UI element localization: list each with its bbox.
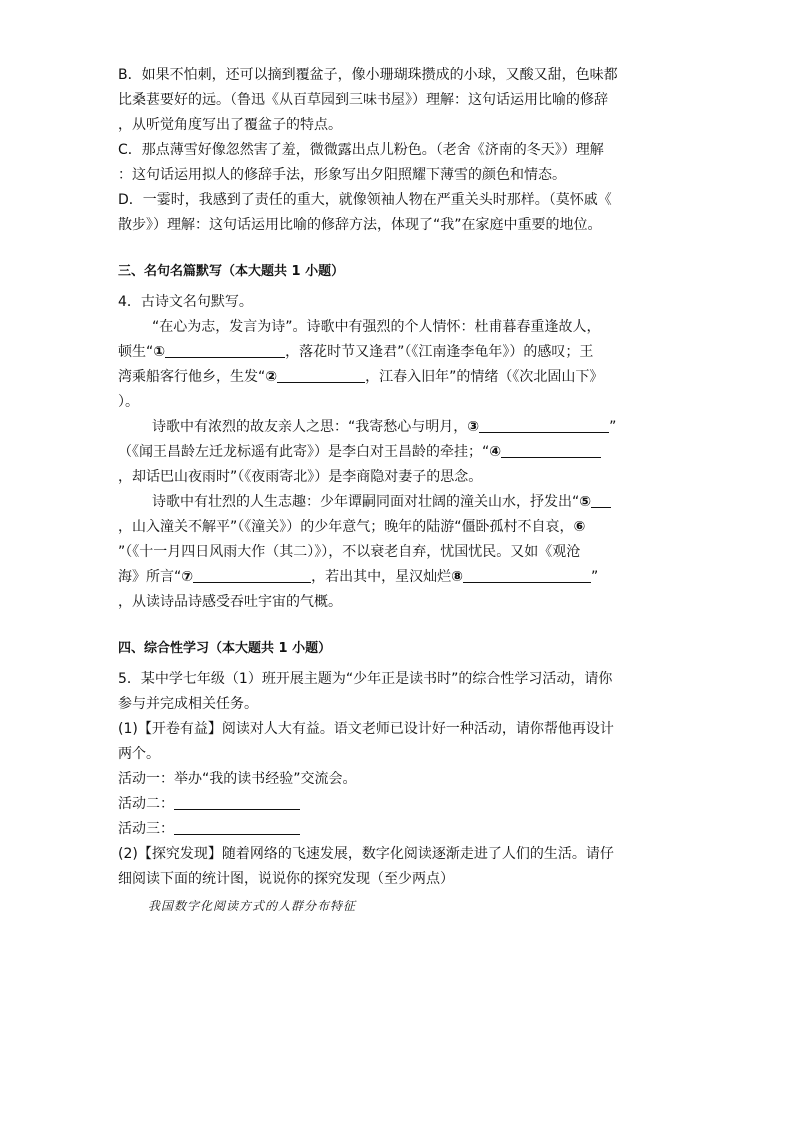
option-d-line-2: 散步》）理解：这句话运用比喻的修辞方法，体现了“我”在家庭中重要的地位。 [118, 217, 602, 233]
q4-para3-line-5: ，从读诗品诗感受吞吐宇宙的气概。 [118, 594, 342, 610]
q4-text: ，山入潼关不解平”（《潼关》）的少年意气；晚年的陆游“僵卧孤村不自哀， [118, 519, 574, 535]
activity-3-row [118, 817, 678, 842]
document-page [118, 63, 678, 916]
blank-marker-8: ⑧ [451, 569, 463, 585]
q4-para1-line-4: ）。 [118, 394, 139, 410]
answer-blank-5[interactable] [591, 492, 611, 508]
q4-text: ，江春入旧年”的情绪（《次北固山下》 [365, 369, 604, 385]
q4-text: ” [609, 419, 617, 435]
q4-para3-line-1 [118, 490, 678, 515]
q4-para2-line-3: ，却话巴山夜雨时”（《夜雨寄北》）是李商隐对妻子的思念。 [118, 469, 483, 485]
q4-para3-line-2 [118, 515, 678, 540]
blank-marker-2: ② [265, 369, 278, 385]
option-b-line-3: ，从听觉角度写出了覆盆子的特点。 [118, 117, 342, 133]
option-c-line-2: ：这句话运用拟人的修辞手法，形象写出夕阳照耀下薄雪的颜色和情态。 [118, 167, 566, 183]
option-d-line-1: D．一霎时，我感到了责任的重大，就像领袖人物在严重关头时那样。（莫怀戚《 [118, 192, 612, 208]
chart-title: 我国数字化阅读方式的人群分布特征 [148, 899, 357, 913]
option-c-line-1: C．那点薄雪好像忽然害了羞，微微露出点儿粉色。（老舍《济南的冬天》）理解 [118, 142, 604, 158]
answer-blank-8[interactable] [463, 567, 591, 583]
q4-para3-line-4 [118, 565, 678, 590]
answer-blank-3[interactable] [479, 417, 609, 433]
section-4-heading: 四、综合性学习（本大题共 1 小题） [118, 641, 332, 656]
blank-marker-1: ① [153, 344, 166, 360]
section-3-heading: 三、名句名篇默写（本大题共 1 小题） [118, 264, 345, 279]
blank-marker-4: ④ [489, 444, 502, 460]
q4-text: ，落花时节又逢君”（《江南逢李龟年》）的感叹；王 [285, 344, 594, 360]
option-b-line-1: B．如果不怕刺，还可以摘到覆盆子，像小珊瑚珠攒成的小球，又酸又甜，色味都 [118, 67, 618, 83]
q4-text: 海》所言“ [118, 569, 182, 585]
q4-para1-line-1: “在心为志，发言为诗”。诗歌中有强烈的个人情怀：杜甫暮春重逢故人， [152, 319, 601, 335]
answer-blank-2[interactable] [277, 367, 365, 383]
q4-text: ，若出其中，星汉灿烂 [311, 569, 452, 585]
activity-3-label: 活动三： [118, 821, 174, 837]
task-1-line-1: (1)【开卷有益】阅读对人大有益。语文老师已设计好一种活动，请你帮他再设计 [118, 721, 614, 737]
activity-2-label: 活动二： [118, 796, 174, 812]
task-2-line-2: 细阅读下面的统计图，说说你的探究发现（至少两点） [118, 871, 454, 887]
question-4-title: 4．古诗文名句默写。 [118, 294, 253, 310]
blank-marker-5: ⑤ [579, 494, 592, 510]
q4-text: ” [590, 569, 599, 585]
q4-text: （《闻王昌龄左迁龙标遥有此寄》）是李白对王昌龄的牵挂；“ [118, 444, 490, 460]
activity-3-blank[interactable] [174, 819, 300, 835]
answer-blank-1[interactable] [165, 342, 285, 358]
task-1-line-2: 两个。 [118, 746, 160, 762]
q4-para1-line-2 [118, 340, 678, 365]
q4-text: 湾乘船客行他乡，生发“ [118, 369, 266, 385]
q4-para2-line-2 [118, 440, 678, 465]
blank-marker-7: ⑦ [181, 569, 194, 585]
q4-text: 诗歌中有浓烈的故友亲人之思：“我寄愁心与明月， [152, 419, 468, 435]
q4-para1-line-3 [118, 365, 678, 390]
task-2-line-1: (2)【探究发现】随着网络的飞速发展，数字化阅读逐渐走进了人们的生活。请仔 [118, 846, 614, 862]
blank-marker-6: ⑥ [573, 519, 586, 535]
q4-para3-line-3: ”（《十一月四日风雨大作（其二）》），不以衰老自弃，忧国忧民。又如《观沧 [118, 544, 581, 560]
question-5-line-1: 5．某中学七年级（1）班开展主题为“少年正是读书时”的综合性学习活动，请你 [118, 671, 613, 687]
activity-2-blank[interactable] [174, 794, 300, 810]
activity-2-row [118, 792, 678, 817]
blank-marker-3: ③ [467, 419, 480, 435]
q4-text: 顿生“ [118, 344, 154, 360]
option-b-line-2: 比桑葚要好的远。（鲁迅《从百草园到三味书屋》）理解：这句话运用比喻的修辞 [118, 92, 608, 108]
answer-blank-7[interactable] [193, 567, 311, 583]
question-5-line-2: 参与并完成相关任务。 [118, 696, 258, 712]
q4-text: 诗歌中有壮烈的人生志趣：少年谭嗣同面对壮阔的潼关山水，抒发出“ [152, 494, 580, 510]
answer-blank-4[interactable] [501, 442, 601, 458]
activity-1: 活动一：举办“我的读书经验”交流会。 [118, 771, 357, 787]
q4-para2-line-1 [118, 415, 678, 440]
